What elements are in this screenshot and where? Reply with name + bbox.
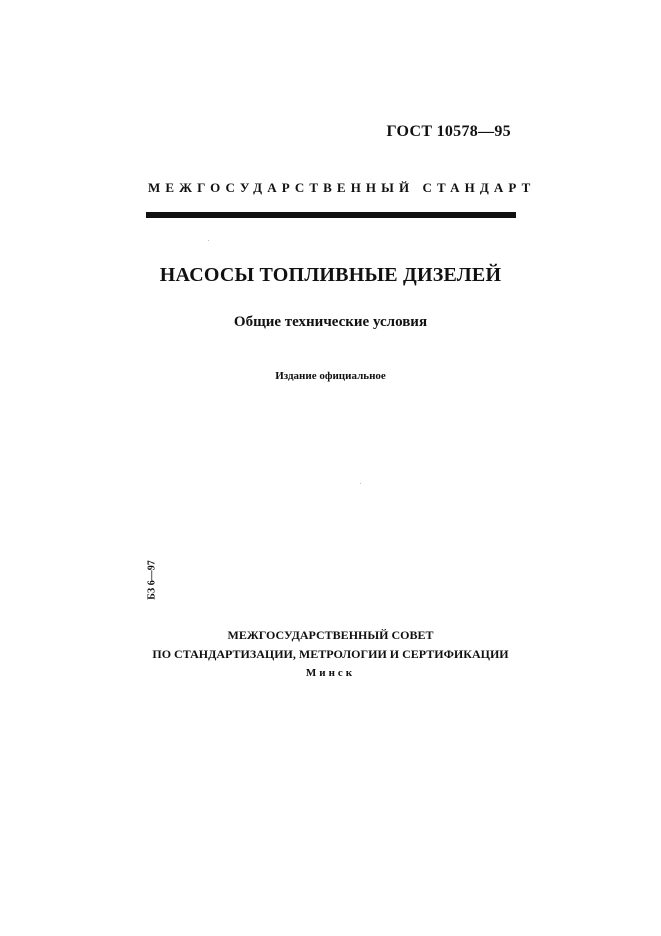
publisher-block xyxy=(0,626,661,683)
scan-speck xyxy=(208,240,209,241)
side-catalog-mark xyxy=(145,556,159,604)
publisher-line-2: ПО СТАНДАРТИЗАЦИИ, МЕТРОЛОГИИ И СЕРТИФИКАЦИИ xyxy=(152,647,509,661)
scan-speck xyxy=(360,483,361,484)
document-code: ГОСТ 10578—95 xyxy=(386,123,511,140)
publisher-line-1: МЕЖГОСУДАРСТВЕННЫЙ СОВЕТ xyxy=(227,628,434,642)
heading-divider xyxy=(146,212,516,218)
document-title: НАСОСЫ ТОПЛИВНЫЕ ДИЗЕЛЕЙ xyxy=(159,264,502,286)
document-subtitle: Общие технические условия xyxy=(233,314,428,330)
standard-type-heading: МЕЖГОСУДАРСТВЕННЫЙ СТАНДАРТ xyxy=(148,180,536,195)
side-catalog-mark-text: БЗ 6—97 xyxy=(146,560,158,600)
edition-note: Издание официальное xyxy=(275,370,386,382)
publisher-city: Минск xyxy=(305,667,356,679)
